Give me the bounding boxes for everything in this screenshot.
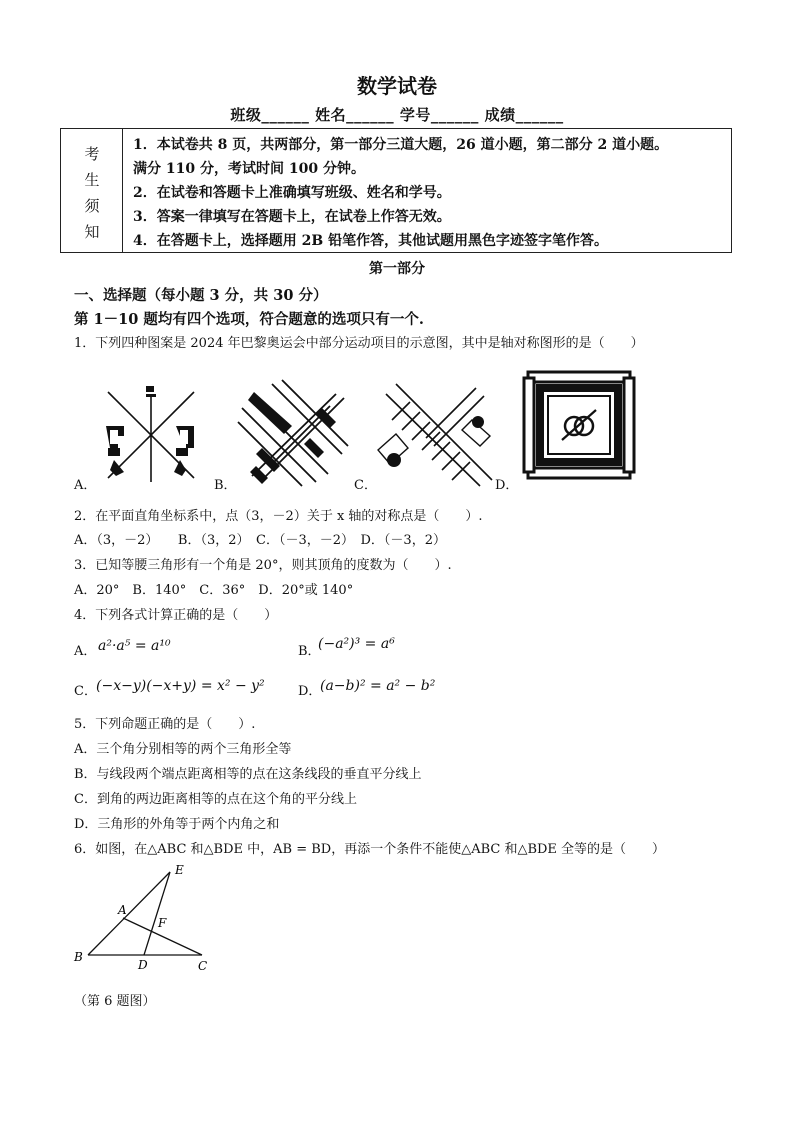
notice-line: 4．在答题卡上，选择题用 2B 铅笔作答，其他试题用黑色字迹签字笔作答。	[133, 233, 609, 249]
question-3-stem: 3．已知等腰三角形有一个角是 20°，则其顶角的度数为（ ）.	[74, 558, 452, 573]
notice-heading-char: 考	[84, 145, 100, 163]
exam-notice-table	[60, 128, 732, 253]
notice-heading	[61, 129, 123, 252]
question-2-stem: 2．在平面直角坐标系中，点（3，－2）关于 x 轴的对称点是（ ）.	[74, 509, 483, 524]
section-one-title: 一、选择题（每小题 3 分，共 30 分）	[74, 287, 328, 304]
q5-option: C．到角的两边距离相等的点在这个角的平分线上	[74, 792, 357, 807]
notice-line: 满分 110 分，考试时间 100 分钟。	[133, 161, 365, 177]
question-1-stem: 1．下列四种图案是 2024 年巴黎奥运会中部分运动项目的示意图，其中是轴对称图形的是（ ）	[74, 336, 644, 351]
question-5-stem: 5．下列命题正确的是（ ）.	[74, 717, 256, 732]
q1-option-a-label: A．	[74, 478, 97, 493]
point-label-f: F	[158, 916, 167, 930]
notice-heading-char: 知	[84, 223, 100, 241]
notice-heading-char: 须	[84, 197, 100, 215]
badminton-icon	[376, 382, 494, 488]
notice-line: 1．本试卷共 8 页，共两部分，第一部分三道大题，26 道小题，第二部分 2 道小题。	[133, 137, 669, 153]
q5-option: B．与线段两个端点距离相等的点在这条线段的垂直平分线上	[74, 767, 422, 782]
q5-option: D．三角形的外角等于两个内角之和	[74, 817, 280, 832]
student-info-line: 班级______ 姓名______ 学号______ 成绩______	[230, 106, 564, 124]
notice-line: 2．在试卷和答题卡上准确填写班级、姓名和学号。	[133, 185, 451, 201]
wrestling-ring-icon	[522, 368, 636, 482]
notice-heading-char: 生	[84, 171, 100, 189]
q4-option-b-label: B．	[298, 644, 321, 659]
question-6-stem: 6．如图，在△ABC 和△BDE 中，AB = BD，再添一个条件不能使△ABC 和△BDE 全等的是（ ）	[74, 842, 666, 857]
q4-option-c-expression: (−x−y)(−x+y) = x² − y²	[96, 678, 265, 694]
q1-option-d-label: D．	[495, 478, 519, 493]
q4-option-d-label: D．	[298, 684, 322, 699]
q1-option-b-label: B．	[214, 478, 237, 493]
part-one-title: 第一部分	[369, 261, 425, 277]
point-label-c: C	[198, 959, 208, 973]
question-4-stem: 4．下列各式计算正确的是（ ）	[74, 608, 278, 623]
q4-option-d-expression: (a−b)² = a² − b²	[320, 678, 436, 694]
triangle-figure	[66, 860, 226, 976]
notice-body	[123, 129, 731, 252]
point-label-b: B	[74, 950, 83, 964]
section-one-note: 第 1－10 题均有四个选项，符合题意的选项只有一个.	[74, 311, 424, 328]
q4-option-a-expression: a²·a⁵ = a¹⁰	[98, 638, 171, 654]
fencing-icon	[90, 378, 200, 488]
q5-option: A．三个角分别相等的两个三角形全等	[74, 742, 292, 757]
q1-option-c-label: C．	[354, 478, 377, 493]
point-label-e: E	[175, 863, 184, 877]
question-2-options: A．（3，－2） B．（3，2） C．（－3，－2） D．（－3，2）	[74, 533, 446, 548]
question-3-options: A．20° B．140° C．36° D．20°或 140°	[74, 583, 354, 598]
figure-6-caption: （第 6 题图）	[74, 994, 156, 1009]
q4-option-c-label: C．	[74, 684, 97, 699]
page-title: 数学试卷	[357, 74, 437, 98]
q4-option-b-expression: (−a²)³ = a⁶	[318, 636, 395, 652]
point-label-a: A	[118, 903, 127, 917]
point-label-d: D	[138, 958, 148, 972]
notice-line: 3．答案一律填写在答题卡上，在试卷上作答无效。	[133, 209, 451, 225]
rowing-icon	[232, 378, 352, 488]
q4-option-a-label: A．	[74, 644, 97, 659]
